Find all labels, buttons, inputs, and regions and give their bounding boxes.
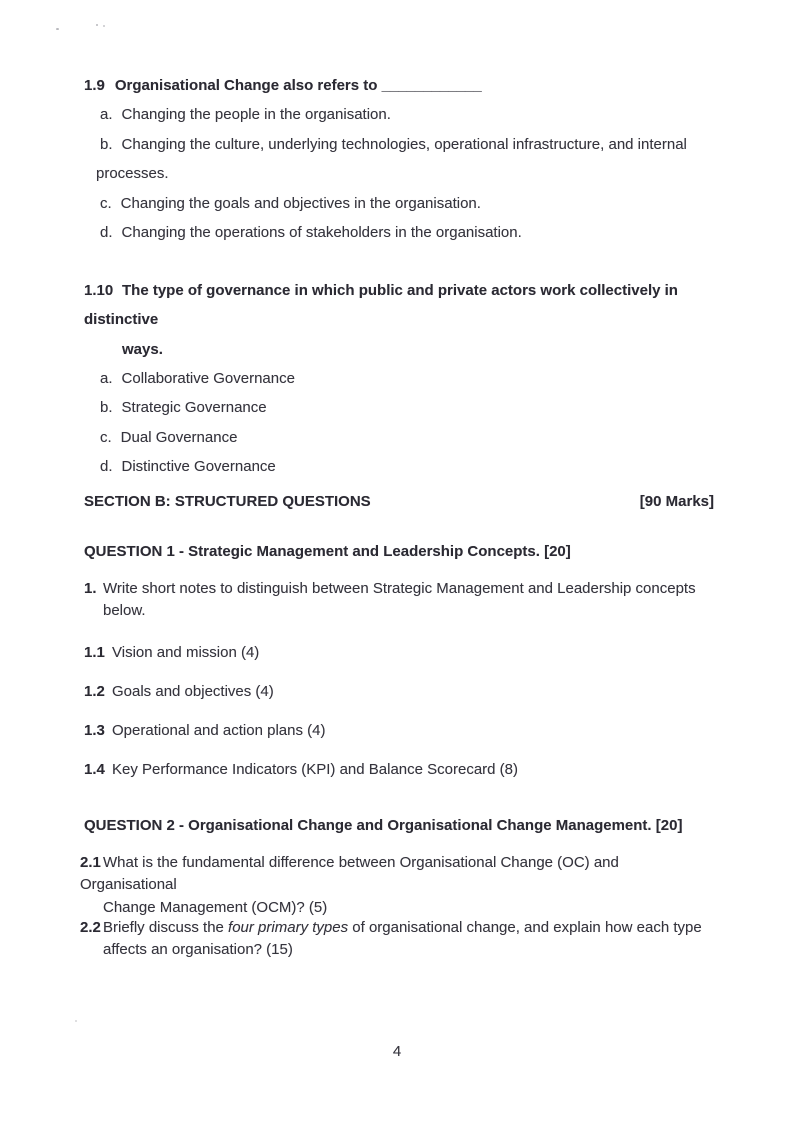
option-text: Changing the people in the organisation. (121, 106, 391, 124)
option-b (84, 393, 714, 422)
question-1-10-heading (84, 276, 714, 335)
option-text: Changing the operations of stakeholders in the organisation. (121, 224, 522, 242)
scan-artifact (96, 24, 98, 26)
option-b-continuation (84, 159, 714, 188)
option-letter: a. (100, 370, 113, 388)
question-1-intro (84, 578, 714, 621)
option-text: Strategic Governance (121, 399, 267, 417)
italic-phrase: four primary types (228, 919, 349, 936)
item-number: 1.2 (84, 683, 105, 700)
option-letter: d. (100, 224, 113, 242)
question-1-9 (84, 71, 714, 247)
option-text: Collaborative Governance (121, 370, 295, 388)
option-letter: b. (100, 399, 113, 417)
question-title: Organisational Change also refers to (114, 77, 378, 94)
intro-line1: 1. Write short notes to distinguish between Strategic Management and Leadership concepts (84, 578, 714, 600)
option-letter: b. (100, 135, 113, 153)
question-number: 2.1 (80, 854, 101, 871)
option-letter: a. (100, 106, 113, 124)
item-1-4 (84, 760, 714, 780)
scan-artifact (75, 1020, 77, 1022)
item-1-3 (84, 721, 714, 741)
question-2-2-line1: 2.2 Briefly discuss the four primary types of organisational change, and explain how each type (80, 917, 710, 939)
section-b-header (84, 492, 714, 512)
option-letter: d. (100, 458, 113, 476)
option-b (84, 130, 714, 159)
item-text: Key Performance Indicators (KPI) and Balance Scorecard (8) (112, 761, 519, 778)
blank-line: ____________ (381, 77, 482, 94)
item-number: 1.4 (84, 761, 105, 778)
option-c (84, 423, 714, 452)
item-number: 1.3 (84, 722, 105, 739)
option-a (84, 364, 714, 393)
question-number: 1.10 (84, 282, 114, 299)
section-title: SECTION B: STRUCTURED QUESTIONS (84, 493, 371, 510)
question-number: 1.9 (84, 77, 105, 94)
question-2-1-line2: Change Management (OCM)? (5) (103, 898, 328, 916)
option-text: Changing the culture, underlying technologies, operational infrastructure, and internal (121, 135, 687, 153)
question-2-2-line2: affects an organisation? (15) (103, 941, 293, 959)
item-text: Operational and action plans (4) (112, 722, 326, 739)
question-1-items (84, 643, 714, 799)
option-letter: c. (100, 428, 112, 446)
question-title-line1: The type of governance in which public and private actors work collectively in distinctive (84, 282, 678, 329)
intro-number: 1. (84, 580, 97, 597)
question-title-line2: ways. (122, 340, 163, 358)
option-text: Dual Governance (120, 428, 238, 446)
option-c (84, 189, 714, 218)
intro-line2: below. (103, 601, 146, 619)
question-2-1-line1: 2.1 What is the fundamental difference between Organisational Change (OC) and Organisational (80, 854, 619, 894)
question-2-title: QUESTION 2 - Organisational Change and Organisational Change Management. [20] (84, 817, 683, 834)
item-1-1 (84, 643, 714, 663)
option-text: processes. (96, 165, 169, 183)
question-1-9-heading (84, 71, 714, 100)
option-text: Distinctive Governance (121, 458, 276, 476)
scan-artifact (103, 25, 105, 27)
question-2-1 (80, 852, 710, 919)
item-text: Goals and objectives (4) (112, 683, 274, 700)
item-1-2 (84, 682, 714, 702)
question-2-2 (80, 917, 710, 962)
question-1-10 (84, 276, 714, 481)
question-1-title: QUESTION 1 - Strategic Management and Leadership Concepts. [20] (84, 543, 571, 560)
option-d (84, 452, 714, 481)
question-number: 2.2 (80, 919, 101, 936)
option-letter: c. (100, 194, 112, 212)
option-d (84, 218, 714, 247)
scan-artifact (56, 28, 59, 30)
page-number: 4 (392, 1043, 402, 1060)
item-number: 1.1 (84, 644, 105, 661)
option-a (84, 100, 714, 129)
option-text: Changing the goals and objectives in the organisation. (120, 194, 481, 212)
section-marks: [90 Marks] (639, 493, 714, 510)
item-text: Vision and mission (4) (112, 644, 260, 661)
